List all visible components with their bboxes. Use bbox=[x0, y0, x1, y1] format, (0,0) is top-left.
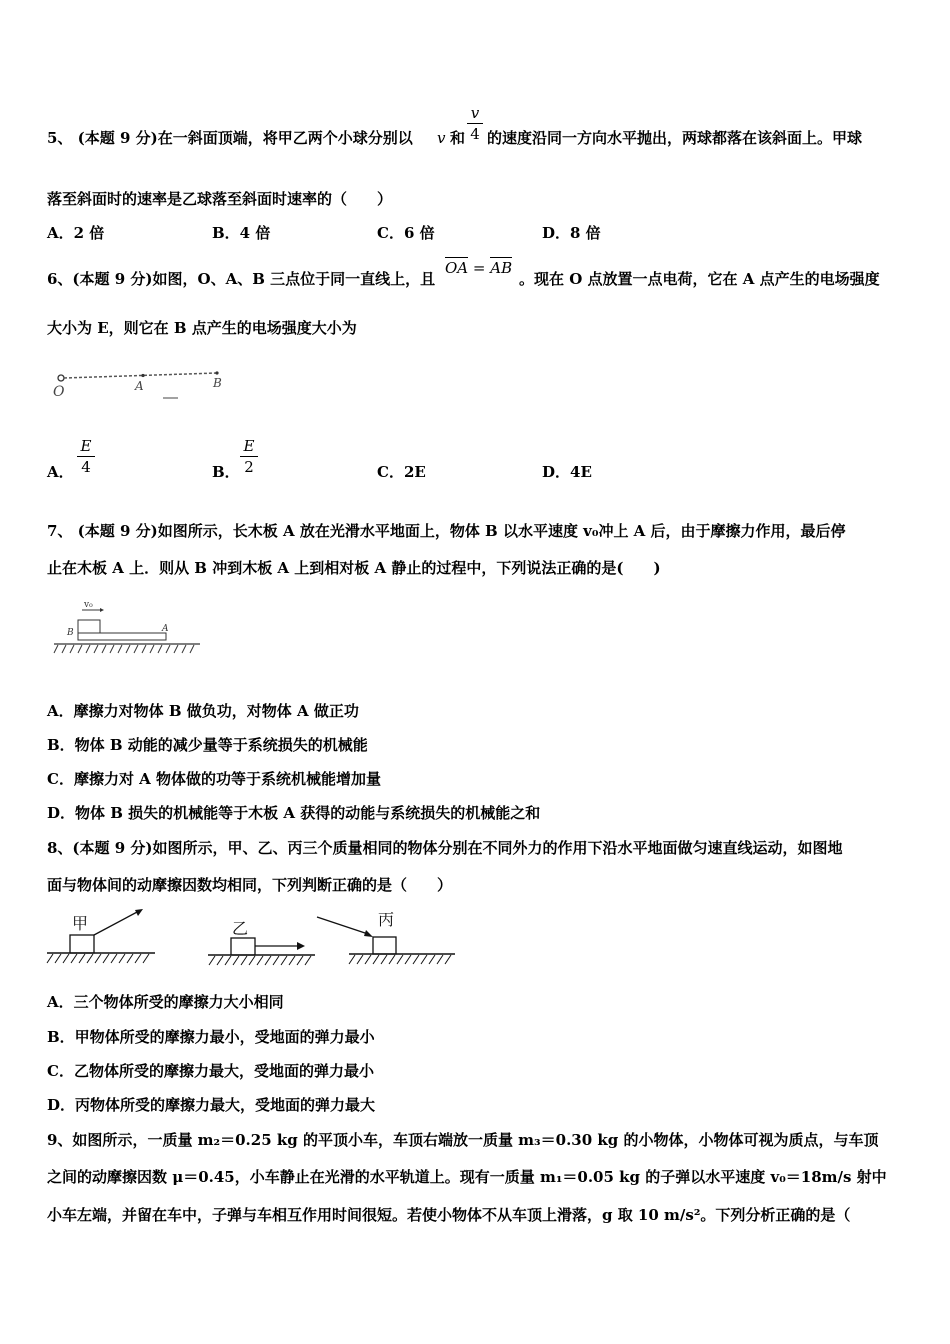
q6-opt-a-den: 4 bbox=[81, 458, 91, 476]
q7-figure bbox=[50, 598, 205, 658]
q8-label-yi: 乙 bbox=[232, 919, 249, 938]
q6-option-a-fraction bbox=[77, 437, 95, 476]
q6-equation bbox=[445, 259, 512, 277]
q5-frac-den: 4 bbox=[470, 125, 480, 143]
q8-line1: 8、(本题 9 分)如图所示，甲、乙、丙三个质量相同的物体分别在不同外力的作用下沿水平地面做匀速直线运动，如图地 bbox=[47, 839, 843, 857]
q5-line2: 落至斜面时的速率是乙球落至斜面时速率的（ ） bbox=[47, 190, 393, 208]
q8-option-d: D．丙物体所受的摩擦力最大，受地面的弹力最大 bbox=[47, 1096, 376, 1114]
q6-opt-b-den: 2 bbox=[244, 458, 254, 476]
q9-line3: 小车左端，并留在车中，子弹与车相互作用时间很短。若使小物体不从车顶上滑落，g 取 10 m/s²。下列分析正确的是（ bbox=[47, 1206, 851, 1224]
q6-opt-b-num: E bbox=[243, 437, 255, 455]
q6-option-c: C．2E bbox=[377, 463, 426, 481]
q5-fraction bbox=[467, 104, 483, 143]
q6-opt-a-num: E bbox=[80, 437, 92, 455]
q5-frac-num: v bbox=[470, 104, 480, 122]
q7-option-d: D．物体 B 损失的机械能等于木板 A 获得的动能与系统损失的机械能之和 bbox=[47, 804, 541, 822]
q7-label-a: A bbox=[162, 624, 169, 634]
q6-line2: 大小为 E，则它在 B 点产生的电场强度大小为 bbox=[47, 319, 357, 337]
q6-label-o: O bbox=[53, 384, 65, 400]
q6-line1-b: 。现在 O 点放置一点电荷，它在 A 点产生的电场强度 bbox=[519, 270, 880, 288]
q6-eq-right: AB bbox=[490, 259, 513, 277]
q8-label-bing: 丙 bbox=[378, 910, 395, 929]
q5-option-c: C．6 倍 bbox=[377, 224, 435, 242]
q6-figure bbox=[45, 365, 235, 405]
q6-label-b: B bbox=[213, 376, 222, 390]
q7-label-b: B bbox=[67, 628, 74, 638]
q6-eq-sign: = bbox=[472, 259, 486, 277]
q5-option-b: B．4 倍 bbox=[212, 224, 271, 242]
q5-v: v bbox=[437, 129, 446, 147]
q6-label-a: A bbox=[135, 379, 144, 393]
q5-line1-a: 5、 (本题 9 分)在一斜面顶端，将甲乙两个小球分别以 bbox=[47, 129, 413, 147]
q8-option-c: C．乙物体所受的摩擦力最大，受地面的弹力最小 bbox=[47, 1062, 374, 1080]
q6-option-a-label: A． bbox=[47, 463, 74, 481]
q8-figure bbox=[45, 905, 460, 970]
q5-he: 和 bbox=[450, 129, 466, 147]
q5-option-d: D．8 倍 bbox=[542, 224, 601, 242]
q8-label-jia: 甲 bbox=[72, 914, 89, 933]
q7-line2: 止在木板 A 上．则从 B 冲到木板 A 上到相对板 A 静止的过程中，下列说法正确的是( ) bbox=[47, 559, 661, 577]
q7-option-b: B．物体 B 动能的减少量等于系统损失的机械能 bbox=[47, 736, 368, 754]
q6-eq-left: OA bbox=[445, 259, 469, 277]
q7-label-v0: v₀ bbox=[84, 600, 93, 610]
q5-line1-b: 的速度沿同一方向水平抛出，两球都落在该斜面上。甲球 bbox=[487, 129, 863, 147]
q5-option-a: A．2 倍 bbox=[47, 224, 105, 242]
q6-option-b-fraction bbox=[240, 437, 258, 476]
q9-line1: 9、如图所示，一质量 m₂＝0.25 kg 的平顶小车，车顶右端放一质量 m₃＝0.30 kg 的小物体，小物体可视为质点，与车顶 bbox=[47, 1131, 879, 1149]
q8-line2: 面与物体间的动摩擦因数均相同，下列判断正确的是（ ） bbox=[47, 876, 453, 894]
q7-line1: 7、 (本题 9 分)如图所示，长木板 A 放在光滑水平地面上，物体 B 以水平速度 v₀冲上 A 后，由于摩擦力作用，最后停 bbox=[47, 522, 846, 540]
q7-option-a: A．摩擦力对物体 B 做负功，对物体 A 做正功 bbox=[47, 702, 359, 720]
q8-option-b: B．甲物体所受的摩擦力最小，受地面的弹力最小 bbox=[47, 1028, 375, 1046]
q9-line2: 之间的动摩擦因数 μ＝0.45，小车静止在光滑的水平轨道上。现有一质量 m₁＝0.05 kg 的子弹以水平速度 v₀＝18m/s 射中 bbox=[47, 1168, 887, 1186]
q6-option-b-label: B． bbox=[212, 463, 240, 481]
q6-option-d: D．4E bbox=[542, 463, 592, 481]
q6-line1-a: 6、(本题 9 分)如图，O、A、B 三点位于同一直线上，且 bbox=[47, 270, 436, 288]
q8-option-a: A．三个物体所受的摩擦力大小相同 bbox=[47, 993, 284, 1011]
q7-option-c: C．摩擦力对 A 物体做的功等于系统机械能增加量 bbox=[47, 770, 382, 788]
